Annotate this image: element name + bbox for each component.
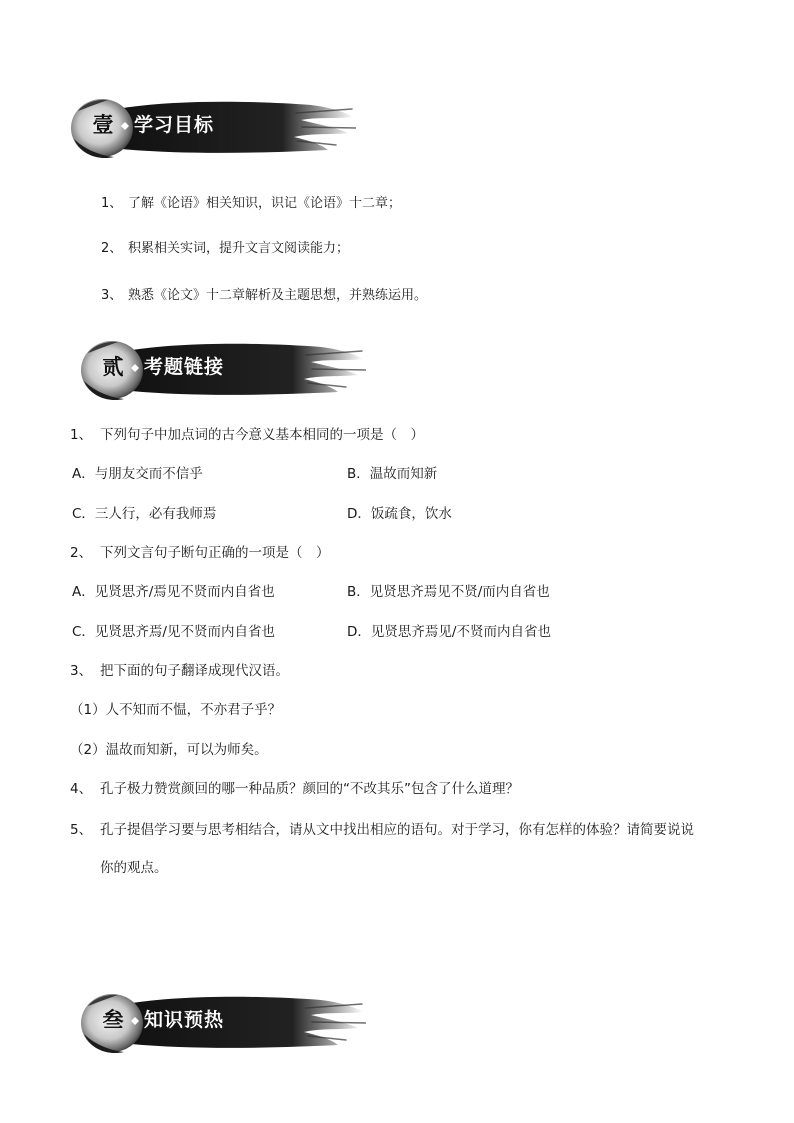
- question-text: 孔子提倡学习要与思考相结合，请从文中找出相应的语句。对于学习，你有怎样的体验？请简要说说: [100, 822, 694, 838]
- sub-question: （2）温故而知新，可以为师矣。: [70, 742, 268, 758]
- question-5: [70, 818, 694, 838]
- question-text: 下列文言句子断句正确的一项是（ ）: [100, 545, 330, 561]
- section-banner-exam: [76, 337, 366, 401]
- question-number: 3、: [70, 663, 93, 679]
- section-title: 学习目标: [134, 114, 215, 136]
- question-4: [70, 777, 519, 797]
- option-b: B．温故而知新: [347, 466, 438, 482]
- diamond-separator-icon: [131, 364, 139, 372]
- option-a: A．与朋友交而不信乎: [72, 466, 203, 482]
- goal-number: 1、: [101, 196, 123, 211]
- section-banner-warmup: [76, 990, 366, 1054]
- section-title: 考题链接: [144, 356, 225, 378]
- goal-number: 3、: [101, 288, 123, 303]
- goal-number: 2、: [101, 241, 123, 256]
- question-number: 4、: [70, 781, 93, 797]
- question-number: 1、: [70, 427, 93, 443]
- section-banner-goals: [66, 95, 356, 159]
- section-numeral: 叁: [102, 1007, 124, 1032]
- goal-item: [101, 237, 349, 256]
- question-number: 2、: [70, 545, 93, 561]
- diamond-separator-icon: [121, 122, 129, 130]
- option-d: D．见贤思齐焉见/不贤而内自省也: [347, 624, 551, 640]
- question-2: [70, 541, 330, 561]
- section-numeral: 壹: [92, 112, 114, 137]
- question-continuation: 你的观点。: [100, 860, 168, 876]
- question-number: 5、: [70, 822, 93, 838]
- diamond-separator-icon: [131, 1017, 139, 1025]
- option-d: D．饭疏食，饮水: [347, 506, 452, 522]
- sub-question: （1）人不知而不愠，不亦君子乎？: [70, 702, 282, 718]
- option-c: C．三人行，必有我师焉: [72, 506, 217, 522]
- goal-text: 熟悉《论文》十二章解析及主题思想，并熟练运用。: [128, 288, 428, 303]
- question-text: 下列句子中加点词的古今意义基本相同的一项是（ ）: [100, 427, 424, 443]
- question-text: 孔子极力赞赏颜回的哪一种品质？颜回的“不改其乐”包含了什么道理？: [100, 781, 519, 797]
- goal-item: [101, 284, 427, 303]
- goal-text: 积累相关实词，提升文言文阅读能力；: [128, 241, 350, 256]
- section-title: 知识预热: [144, 1009, 225, 1031]
- section-numeral: 贰: [102, 354, 124, 379]
- question-1: [70, 423, 424, 443]
- goal-text: 了解《论语》相关知识，识记《论语》十二章；: [128, 196, 402, 211]
- option-a: A．见贤思齐/焉见不贤而内自省也: [72, 584, 275, 600]
- option-b: B．见贤思齐焉见不贤/而内自省也: [347, 584, 550, 600]
- goal-item: [101, 192, 401, 211]
- question-3: [70, 659, 289, 679]
- option-c: C．见贤思齐焉/见不贤而内自省也: [72, 624, 275, 640]
- question-text: 把下面的句子翻译成现代汉语。: [100, 663, 289, 679]
